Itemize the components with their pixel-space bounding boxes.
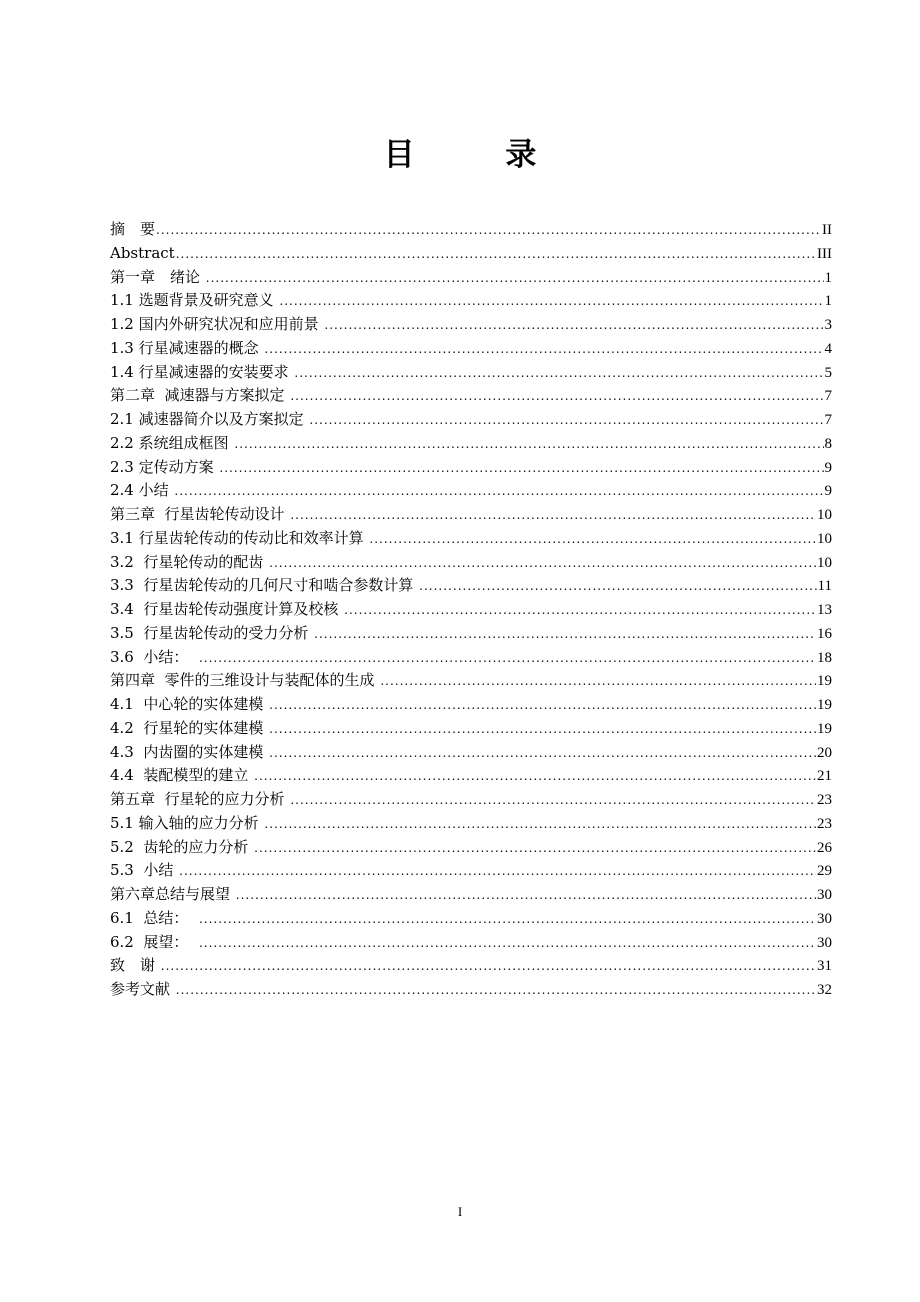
toc-entry-page: 1	[824, 269, 832, 286]
toc-dot-leader	[309, 409, 823, 433]
toc-entry-page: 30	[817, 910, 832, 927]
toc-dot-leader	[369, 528, 816, 552]
toc-entry[interactable]	[110, 883, 832, 907]
toc-dot-leader	[269, 718, 816, 742]
toc-entry[interactable]	[110, 836, 832, 860]
table-of-contents	[110, 218, 832, 1002]
toc-entry-page: 9	[824, 459, 832, 476]
toc-entry[interactable]	[110, 479, 832, 503]
toc-dot-leader	[254, 837, 816, 861]
toc-dot-leader	[290, 385, 823, 409]
toc-dot-leader	[176, 979, 816, 1003]
toc-entry-page: 30	[817, 887, 832, 903]
toc-entry-label: 3.2 行星轮传动的配齿	[110, 552, 269, 571]
toc-entry-page: 13	[817, 602, 832, 618]
toc-dot-leader	[174, 480, 823, 504]
toc-entry-page: 5	[824, 364, 832, 381]
toc-entry[interactable]	[110, 812, 832, 836]
toc-dot-leader	[254, 765, 816, 789]
toc-dot-leader	[264, 338, 823, 362]
toc-entry[interactable]	[110, 741, 832, 765]
toc-dot-leader	[269, 742, 816, 766]
toc-dot-leader	[290, 789, 816, 813]
toc-dot-leader	[419, 575, 816, 599]
toc-entry-label: 第四章 零件的三维设计与装配体的生成	[110, 671, 380, 690]
toc-entry-label: 4.4 装配模型的建立	[110, 766, 254, 785]
toc-entry-label: 2.2 系统组成框图	[110, 433, 234, 452]
toc-entry[interactable]	[110, 931, 832, 955]
toc-entry-page: 10	[817, 530, 832, 547]
toc-entry-page: 10	[817, 554, 832, 571]
toc-entry[interactable]	[110, 788, 832, 812]
toc-entry-page: 21	[817, 768, 832, 785]
toc-entry-label: 1.1 选题背景及研究意义	[110, 291, 279, 310]
toc-dot-leader	[161, 955, 816, 979]
toc-entry-label: Abstract	[110, 243, 175, 262]
toc-entry-page: 19	[817, 697, 832, 713]
toc-entry[interactable]	[110, 289, 832, 313]
toc-dot-leader	[234, 433, 823, 457]
toc-entry-page: 4	[824, 340, 832, 357]
toc-dot-leader	[269, 694, 816, 718]
toc-entry-page: 11	[817, 578, 832, 595]
toc-entry[interactable]	[110, 527, 832, 551]
toc-entry-label: 致 谢	[110, 956, 160, 975]
toc-entry[interactable]	[110, 574, 832, 598]
toc-entry[interactable]	[110, 669, 832, 693]
toc-entry-label: 3.5 行星齿轮传动的受力分析	[110, 623, 314, 642]
toc-entry-page: 1	[824, 293, 832, 310]
toc-entry-page: 7	[824, 388, 832, 405]
toc-entry-page: II	[822, 222, 832, 238]
toc-dot-leader	[179, 860, 816, 884]
toc-entry[interactable]	[110, 384, 832, 408]
toc-entry-page: 23	[817, 815, 832, 832]
toc-dot-leader	[199, 932, 816, 956]
toc-entry-page: 10	[817, 507, 832, 523]
toc-entry-page: 16	[817, 625, 832, 642]
toc-entry[interactable]	[110, 859, 832, 883]
toc-dot-leader	[324, 314, 823, 338]
toc-entry[interactable]	[110, 266, 832, 290]
toc-entry-label: 摘 要	[110, 220, 156, 238]
toc-entry-page: 9	[824, 483, 832, 500]
toc-dot-leader	[279, 290, 823, 314]
toc-entry[interactable]	[110, 646, 832, 670]
toc-dot-leader	[264, 813, 816, 837]
toc-entry-label: 3.1 行星齿轮传动的传动比和效率计算	[110, 528, 369, 547]
toc-entry[interactable]	[110, 978, 832, 1002]
toc-entry[interactable]	[110, 408, 832, 432]
toc-dot-leader	[290, 504, 816, 528]
toc-dot-leader	[176, 243, 816, 267]
toc-entry-label: 4.1 中心轮的实体建模	[110, 695, 269, 713]
toc-dot-leader	[156, 219, 821, 243]
toc-entry[interactable]	[110, 907, 832, 931]
toc-entry-page: 26	[817, 839, 832, 856]
toc-entry[interactable]	[110, 432, 832, 456]
toc-entry-label: 1.2 国内外研究状况和应用前景	[110, 315, 324, 333]
toc-entry-label: 2.4 小结	[110, 481, 174, 500]
toc-entry[interactable]	[110, 551, 832, 575]
toc-entry-page: 18	[817, 649, 832, 666]
toc-entry-label: 4.3 内齿圈的实体建模	[110, 742, 269, 761]
toc-entry-label: 1.4 行星减速器的安装要求	[110, 362, 294, 381]
toc-entry-page: 19	[817, 673, 832, 690]
toc-entry-label: 3.3 行星齿轮传动的几何尺寸和啮合参数计算	[110, 576, 419, 595]
toc-entry-label: 6.1 总结：	[110, 908, 198, 927]
toc-dot-leader	[199, 908, 816, 932]
toc-entry-label: 1.3 行星减速器的概念	[110, 338, 264, 357]
toc-entry[interactable]	[110, 313, 832, 337]
toc-entry-label: 3.6 小结：	[110, 647, 198, 666]
toc-entry[interactable]	[110, 598, 832, 622]
toc-entry-page: III	[817, 245, 832, 262]
toc-entry-page: 29	[817, 863, 832, 880]
toc-dot-leader	[236, 884, 816, 908]
toc-entry-label: 5.2 齿轮的应力分析	[110, 837, 254, 856]
toc-entry-label: 3.4 行星齿轮传动强度计算及校核	[110, 600, 344, 618]
toc-entry-page: 31	[817, 958, 832, 975]
toc-dot-leader	[206, 267, 824, 291]
toc-entry[interactable]	[110, 361, 832, 385]
toc-entry-label: 2.3 定传动方案	[110, 457, 219, 476]
toc-entry-label: 第五章 行星轮的应力分析	[110, 790, 290, 808]
toc-entry-page: 32	[817, 982, 832, 998]
toc-entry-page: 23	[817, 792, 832, 808]
toc-entry-label: 第六章总结与展望	[110, 885, 235, 903]
page-title: 目 录	[383, 136, 577, 173]
toc-entry-label: 6.2 展望：	[110, 932, 198, 951]
toc-entry-page: 20	[817, 744, 832, 761]
toc-entry[interactable]	[110, 218, 832, 242]
toc-entry-label: 第一章 绪论	[110, 267, 205, 286]
toc-entry-label: 5.3 小结	[110, 861, 179, 880]
toc-entry[interactable]	[110, 693, 832, 717]
toc-entry-page: 30	[817, 934, 832, 951]
toc-entry-label: 第三章 行星齿轮传动设计	[110, 505, 290, 523]
toc-entry[interactable]	[110, 954, 832, 978]
toc-entry[interactable]	[110, 717, 832, 741]
toc-entry-label: 参考文献	[110, 980, 175, 998]
toc-dot-leader	[269, 552, 816, 576]
toc-entry-page: 3	[824, 317, 832, 333]
toc-entry[interactable]	[110, 337, 832, 361]
toc-entry-label: 第二章 减速器与方案拟定	[110, 386, 290, 405]
toc-dot-leader	[219, 457, 823, 481]
page-number: I	[457, 1204, 463, 1219]
toc-dot-leader	[199, 647, 816, 671]
toc-entry[interactable]	[110, 242, 832, 266]
toc-entry-page: 7	[824, 412, 832, 428]
toc-entry-page: 8	[824, 435, 832, 452]
toc-entry[interactable]	[110, 503, 832, 527]
toc-dot-leader	[314, 623, 816, 647]
toc-entry[interactable]	[110, 622, 832, 646]
toc-entry-label: 2.1 减速器简介以及方案拟定	[110, 410, 309, 428]
toc-dot-leader	[344, 599, 816, 623]
toc-entry-label: 5.1 输入轴的应力分析	[110, 813, 264, 832]
toc-entry-label: 4.2 行星轮的实体建模	[110, 718, 269, 737]
toc-entry[interactable]	[110, 456, 832, 480]
toc-entry-page: 19	[817, 720, 832, 737]
toc-entry[interactable]	[110, 764, 832, 788]
toc-dot-leader	[380, 670, 816, 694]
toc-dot-leader	[294, 362, 823, 386]
